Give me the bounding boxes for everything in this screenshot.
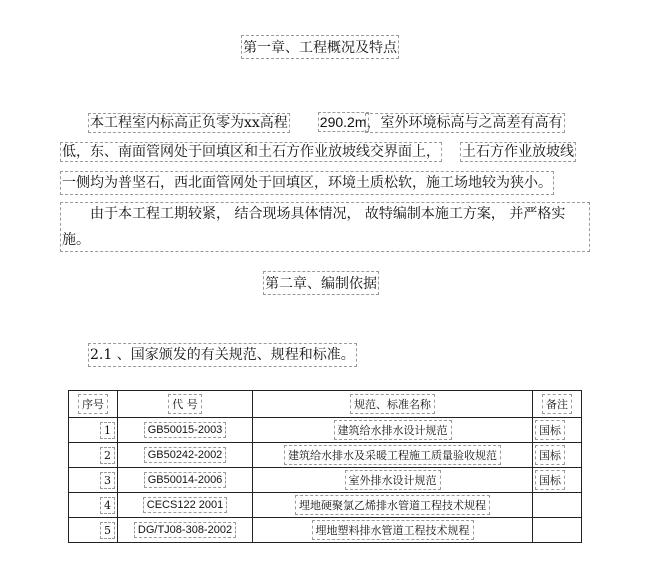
- row-note: 国标: [533, 443, 582, 468]
- para2-line1: 由于本工程工期较紧， 结合现场具体情况， 故特编制本施工方案， 并严格实: [90, 206, 566, 222]
- para1-line1: [90, 112, 563, 133]
- row-num: 1: [69, 418, 118, 443]
- row-name: 室外排水设计规范: [253, 468, 533, 493]
- row-code: CECS122 2001: [118, 493, 253, 518]
- para1-elevation-value: 290.2m: [319, 114, 367, 130]
- row-num: 2: [69, 443, 118, 468]
- para1-line2: [62, 142, 574, 162]
- section-2-1-heading: 2.1 、国家颁发的有关规范、规程和标准。: [90, 347, 355, 363]
- table-header-row: [69, 391, 582, 418]
- para1-line1-text-a: 本工程室内标高正负零为xx高程: [90, 115, 288, 131]
- header-code: 代 号: [118, 391, 253, 418]
- row-name: 埋地硬聚氯乙烯排水管道工程技术规程: [253, 493, 533, 518]
- row-name: 建筑给水排水及采暖工程施工质量验收规范: [253, 443, 533, 468]
- para2-block: [62, 204, 588, 250]
- table-row: [69, 443, 582, 468]
- row-code: DG/TJ08-308-2002: [118, 518, 253, 543]
- row-num: 3: [69, 468, 118, 493]
- chapter1-title: 第一章、工程概况及特点: [243, 37, 397, 57]
- table-row: [69, 493, 582, 518]
- row-code: GB50242-2002: [118, 443, 253, 468]
- chapter2-title: 第二章、编制依据: [265, 273, 377, 293]
- row-note: [533, 518, 582, 543]
- row-name: 埋地塑料排水管道工程技术规程: [253, 518, 533, 543]
- row-code: GB50015-2003: [118, 418, 253, 443]
- header-note: 备注: [533, 391, 582, 418]
- para1-line2-text-a: 低，东、南面管网处于回填区和土石方作业放坡线交界面上，: [62, 144, 440, 160]
- para1-line3: 一侧均为普坚石，西北面管网处于回填区，环境土质松软，施工场地较为狭小。: [62, 175, 552, 191]
- para1-line2-text-b: 土石方作业放坡线: [462, 144, 574, 160]
- row-note: 国标: [533, 468, 582, 493]
- row-name: 建筑给水排水设计规范: [253, 418, 533, 443]
- para2-line2: 施。: [62, 232, 90, 248]
- para1-line1-text-c: ，室外环境标高与之高差有高有: [366, 115, 563, 131]
- table-row: [69, 468, 582, 493]
- row-note: 国标: [533, 418, 582, 443]
- table-row: [69, 418, 582, 443]
- standards-table: [68, 390, 582, 543]
- header-seq: 序号: [69, 391, 118, 418]
- header-name: 规范、标准名称: [253, 391, 533, 418]
- row-code: GB50014-2006: [118, 468, 253, 493]
- row-num: 4: [69, 493, 118, 518]
- row-num: 5: [69, 518, 118, 543]
- table-row: [69, 518, 582, 543]
- row-note: [533, 493, 582, 518]
